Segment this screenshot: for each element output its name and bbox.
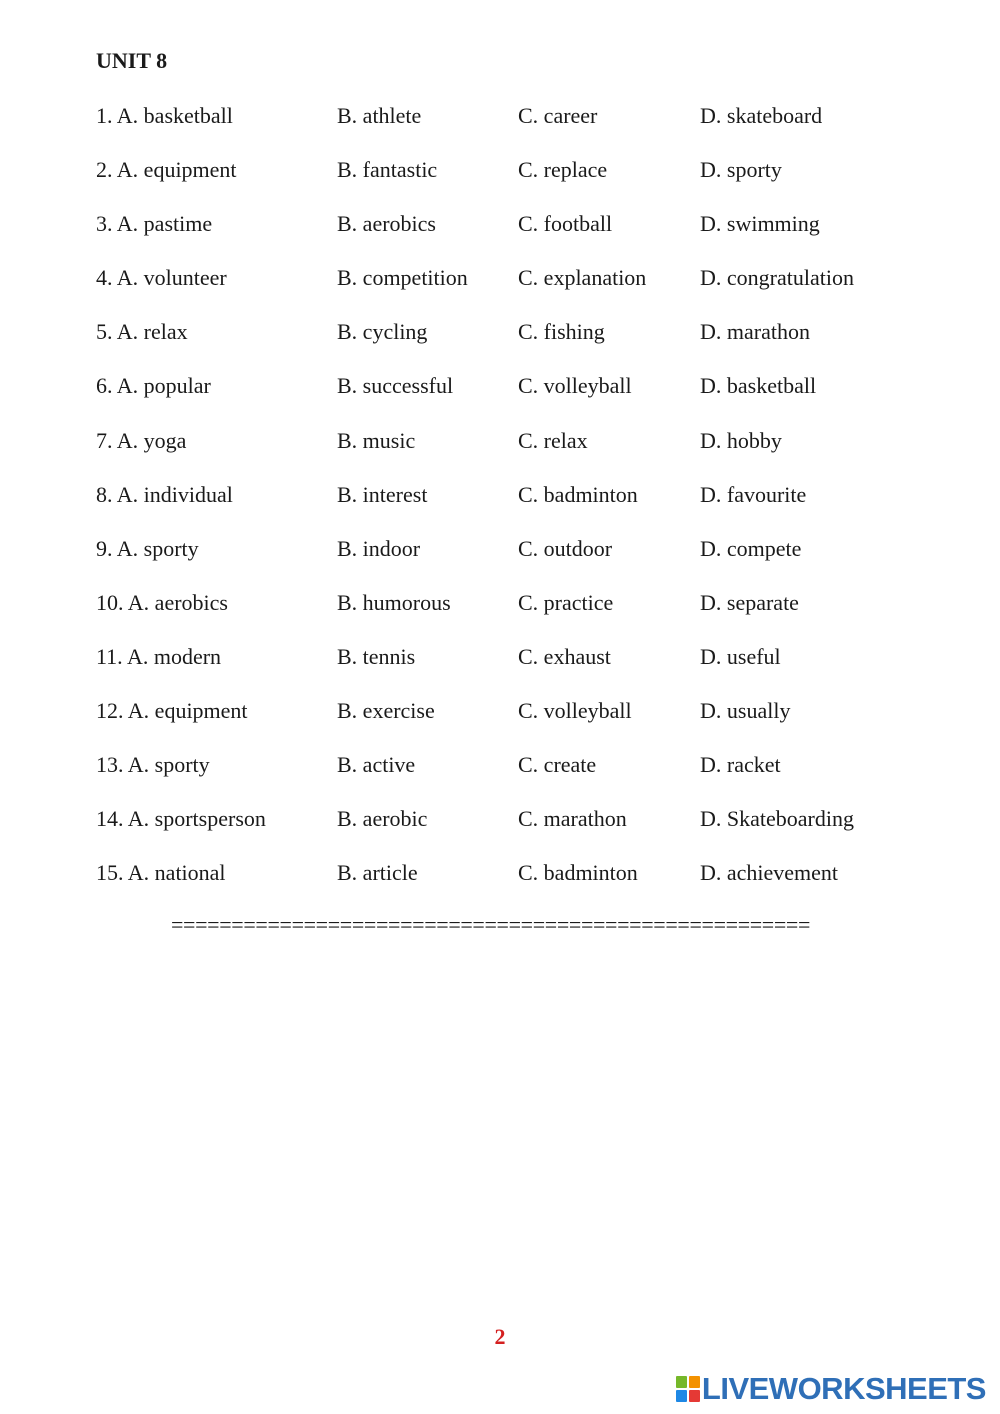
option-d: D. congratulation — [700, 265, 854, 291]
option-a: 11. A. modern — [96, 643, 222, 669]
option-a: 14. A. sportsperson — [96, 806, 266, 832]
option-c: C. relax — [518, 427, 588, 453]
option-a: 4. A. volunteer — [96, 265, 227, 291]
question-row — [96, 208, 976, 262]
option-d: D. achievement — [700, 860, 839, 886]
option-c: C. football — [518, 211, 613, 237]
option-b: B. aerobic — [337, 806, 428, 832]
option-a: 2. A. equipment — [96, 157, 237, 183]
option-d: D. separate — [700, 589, 799, 615]
option-c: C. create — [518, 752, 597, 778]
option-b: B. fantastic — [337, 157, 438, 183]
option-b: B. successful — [337, 373, 454, 399]
option-c: C. outdoor — [518, 535, 613, 561]
option-d: D. usually — [700, 698, 791, 724]
option-d: D. basketball — [700, 373, 817, 399]
option-d: D. swimming — [700, 211, 820, 237]
question-row — [96, 425, 976, 479]
question-row — [96, 262, 976, 316]
brand-logo[interactable] — [676, 1372, 986, 1406]
option-c: C. badminton — [518, 481, 638, 507]
unit-title: UNIT 8 — [96, 48, 168, 73]
question-row — [96, 803, 976, 857]
option-d: D. sporty — [700, 157, 782, 183]
option-c: C. practice — [518, 589, 614, 615]
option-b: B. aerobics — [337, 211, 436, 237]
question-row — [96, 587, 976, 641]
option-a: 3. A. pastime — [96, 211, 213, 237]
option-c: C. career — [518, 103, 598, 128]
liveworksheets-logo-icon — [676, 1376, 700, 1402]
question-row — [96, 695, 976, 749]
question-row — [96, 857, 976, 911]
question-row — [96, 479, 976, 533]
option-b: B. indoor — [337, 535, 421, 561]
question-row — [96, 370, 976, 424]
option-d: D. skateboard — [700, 103, 823, 128]
option-b: B. competition — [337, 265, 468, 291]
option-b: B. cycling — [337, 319, 428, 345]
option-a: 9. A. sporty — [96, 535, 199, 561]
question-row — [96, 100, 976, 154]
option-d: D. hobby — [700, 427, 782, 453]
option-d: D. favourite — [700, 481, 807, 507]
option-a: 8. A. individual — [96, 481, 233, 507]
option-c: C. marathon — [518, 806, 627, 832]
question-row — [96, 533, 976, 587]
question-row — [96, 316, 976, 370]
option-a: 1. A. basketball — [96, 103, 233, 128]
question-row — [96, 641, 976, 695]
option-a: 13. A. sporty — [96, 752, 210, 778]
option-b: B. active — [337, 752, 416, 778]
option-b: B. interest — [337, 481, 428, 507]
brand-name: LIVEWORKSHEETS — [701, 1371, 986, 1406]
option-c: C. badminton — [518, 860, 638, 886]
option-b: B. tennis — [337, 643, 416, 669]
question-row — [96, 749, 976, 803]
option-d: D. Skateboarding — [700, 806, 854, 832]
option-b: B. exercise — [337, 698, 435, 724]
option-a: 12. A. equipment — [96, 698, 248, 724]
option-d: D. marathon — [700, 319, 810, 345]
option-c: C. replace — [518, 157, 608, 183]
option-b: B. article — [337, 860, 418, 886]
option-b: B. music — [337, 427, 416, 453]
option-c: C. fishing — [518, 319, 605, 345]
option-a: 6. A. popular — [96, 373, 211, 399]
question-row — [96, 154, 976, 208]
option-a: 5. A. relax — [96, 319, 188, 345]
option-a: 10. A. aerobics — [96, 589, 228, 615]
option-a: 7. A. yoga — [96, 427, 187, 453]
section-divider: ===================================================== — [171, 912, 811, 937]
option-c: C. exhaust — [518, 643, 611, 669]
option-c: C. explanation — [518, 265, 647, 291]
question-list — [96, 100, 976, 911]
option-c: C. volleyball — [518, 698, 632, 724]
option-c: C. volleyball — [518, 373, 632, 399]
page-number: 2 — [494, 1324, 506, 1349]
option-a: 15. A. national — [96, 860, 226, 886]
option-d: D. racket — [700, 752, 781, 778]
option-b: B. humorous — [337, 589, 451, 615]
option-d: D. compete — [700, 535, 802, 561]
option-d: D. useful — [700, 643, 781, 669]
option-b: B. athlete — [337, 103, 422, 128]
